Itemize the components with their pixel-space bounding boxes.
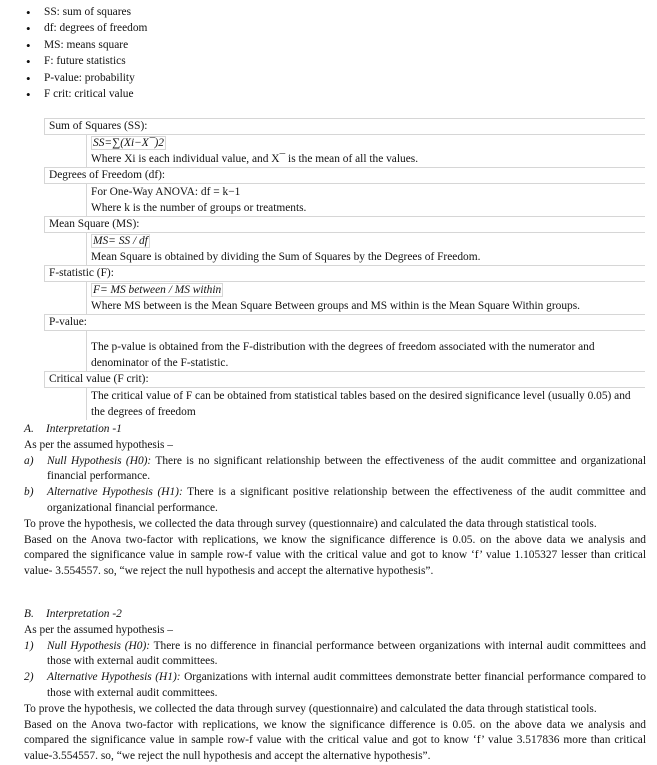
section-heading: A. Interpretation -1 — [24, 423, 122, 435]
list-item: • F: future statistics — [26, 54, 126, 70]
bullet-icon: • — [26, 5, 31, 20]
alternative-hypothesis: b) Alternative Hypothesis (H1): There is a significant positive relationship between the effectiveness of the audit committee and organizational financial performance. — [24, 486, 646, 514]
definition-body-ss — [86, 135, 645, 167]
definition-body-fcrit — [86, 388, 645, 420]
interpretation-2 — [24, 607, 646, 765]
definition-heading-f: F-statistic (F): — [44, 265, 645, 282]
f-formula: F= MS between / MS within — [93, 284, 222, 296]
ms-description: Mean Square is obtained by dividing the Sum of Squares by the Degrees of Freedom. — [91, 251, 481, 263]
null-hypothesis: 1) Null Hypothesis (H0): There is no difference in financial performance between organizations with internal audit committees and those with external audit committees. — [24, 639, 646, 668]
df-formula: For One-Way ANOVA: df = k−1 — [91, 186, 241, 198]
list-item: • MS: means square — [26, 37, 129, 53]
ss-description: Where Xi is each individual value, and X¯ is the mean of all the values. — [91, 153, 419, 165]
result-paragraph: Based on the Anova two-factor with replications, we know the significance difference is 0.05. on the above data we analysis and compared the significance value in sample row-f value with the critical value and got to know ‘f’ value 3.517836 more than critical value-3.554557. so, “we reject the null hypothesis and accept the alternative hypothesis”. — [24, 718, 646, 763]
bullet-icon: • — [26, 37, 31, 53]
method-paragraph: To prove the hypothesis, we collected the data through survey (questionnaire) and calculated the data through statistical tools. — [24, 517, 597, 530]
df-description: Where k is the number of groups or treatments. — [91, 202, 307, 214]
definition-heading-pvalue: P-value: — [44, 314, 645, 331]
list-item: • P-value: probability — [26, 70, 135, 86]
method-paragraph: To prove the hypothesis, we collected the data through survey (questionnaire) and calculated the data through statistical tools. — [24, 702, 597, 715]
definition-heading-ms: Mean Square (MS): — [44, 216, 645, 233]
list-item: • SS: sum of squares — [26, 5, 132, 20]
bullet-icon: • — [26, 86, 31, 102]
f-description: Where MS between is the Mean Square Between groups and MS within is the Mean Square Within groups. — [91, 300, 581, 312]
list-item: • df: degrees of freedom — [26, 21, 148, 37]
null-hypothesis: a) Null Hypothesis (H0): There is no significant relationship between the effectiveness of the audit committee and organizational financial performance. — [24, 454, 646, 483]
glossary-list — [24, 5, 147, 103]
interpretation-1 — [24, 422, 646, 580]
alternative-hypothesis: 2) Alternative Hypothesis (H1): Organizations with internal audit committees demonstrate better financial performance compared to those with external audit committees. — [24, 671, 646, 699]
definition-heading-fcrit: Critical value (F crit): — [44, 371, 645, 388]
intro-text: As per the assumed hypothesis – — [24, 438, 174, 451]
definitions-block — [44, 118, 645, 420]
ms-formula: MS= SS / df — [93, 235, 148, 247]
fcrit-description: The critical value of F can be obtained from statistical tables based on the desired significance level (usually 0.05) and the degrees of freedom — [91, 390, 631, 418]
ss-formula: SS=∑(Xi−X¯)2 — [93, 137, 164, 149]
definition-body-f — [86, 282, 645, 314]
bullet-icon: • — [26, 21, 31, 37]
bullet-icon: • — [26, 54, 31, 70]
definition-heading-ss: Sum of Squares (SS): — [44, 118, 645, 135]
definition-body-ms — [86, 233, 645, 265]
pvalue-description: The p-value is obtained from the F-distribution with the degrees of freedom associated with the numerator and denominator of the F-statistic. — [91, 341, 595, 369]
result-paragraph: Based on the Anova two-factor with replications, we know the significance difference is 0.05. on the above data we analysis and compared the significance value in sample row-f value with the critical value and got to know ‘f’ value 1.105327 lesser than critical value- 3.554557. so, “we reject the null hypothesis and accept the alternative hypothesis”. — [24, 533, 646, 578]
intro-text: As per the assumed hypothesis – — [24, 623, 174, 636]
list-item: • F crit: critical value — [26, 86, 134, 102]
definition-heading-df: Degrees of Freedom (df): — [44, 167, 645, 184]
definition-body-pvalue — [86, 331, 645, 371]
section-heading: B. Interpretation -2 — [24, 608, 122, 620]
bullet-icon: • — [26, 70, 31, 86]
definition-body-df — [86, 184, 645, 216]
